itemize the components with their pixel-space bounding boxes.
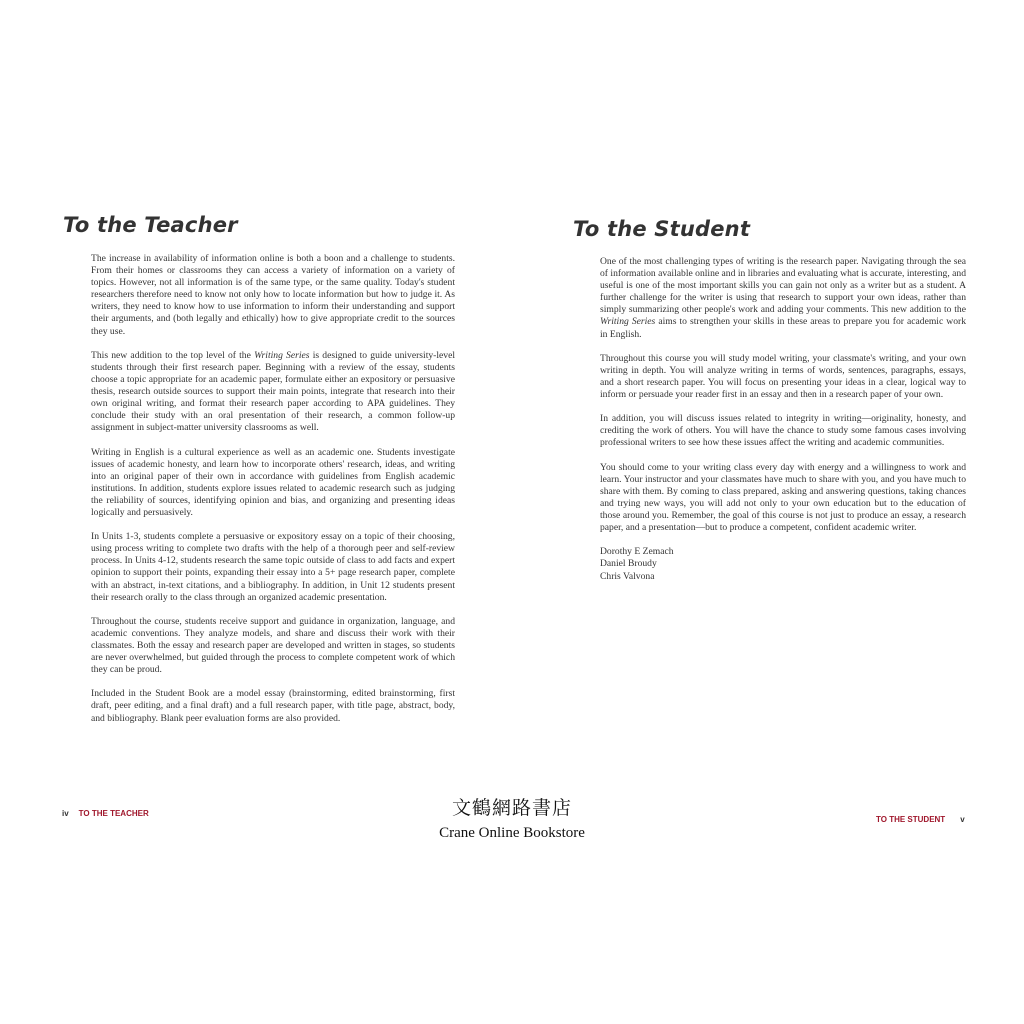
left-page-footer bbox=[62, 809, 149, 818]
teacher-paragraph-5: Throughout the course, students receive support and guidance in organization, language, and academic conventions. They analyze models, and share and discuss their work with their classmates. Both the essay and research paper are developed and written in stages, so students are never overwhelmed, but guided through the process to complete competent work of which they can be proud. bbox=[91, 615, 455, 676]
teacher-heading: To the Teacher bbox=[63, 213, 238, 237]
teacher-paragraph-3: Writing in English is a cultural experience as well as an academic one. Students investigate issues of academic honesty, and learn how to incorporate others' research, ideas, and writing into an original paper of their own in accordance with guidelines from English academic institutions. In addition, students explore issues related to academic research such as judging the reliability of sources, identifying opinion and bias, and organizing and presenting ideas logically and persuasively. bbox=[91, 446, 455, 518]
teacher-paragraph-2-end: is designed to guide university-level students through their first research paper. Beginning with a review of the essay, students choose a topic appropriate for an academic paper, formulate either an expository or persuasive thesis, research outside sources to support their main points, integrate that research into their own original writing, and format their research paper according to APA guidelines. They conclude their study with an oral presentation of their research, a common follow-up assignment in subject-matter university classrooms as well. bbox=[91, 349, 455, 434]
teacher-body bbox=[91, 253, 455, 737]
watermark-chinese: 文鶴網路書店 bbox=[451, 797, 572, 819]
teacher-paragraph-1: The increase in availability of information online is both a boon and a challenge to students. From their homes or classrooms they can access a variety of information on a variety of topics. However, not all information is of the same type, or the same quality. Today's student researchers therefore need to know not only how to locate information but how to judge it. As writers, they need to know how to use information to inform their understanding and support their arguments, and (both legally and ethically) how to give appropriate credit to the sources they use. bbox=[91, 253, 455, 337]
student-paragraph-1-end: aims to strengthen your skills in these areas to prepare you for academic work in English. bbox=[600, 316, 967, 340]
student-body bbox=[600, 256, 966, 583]
student-paragraph-4: You should come to your writing class every day with energy and a willingness to work and learn. Your instructor and your classmates have much to share with you, and you have much to share with them. By coming to class prepared, asking and answering questions, taking chances and trying new ways, you will add not only to your own education but to the education of those around you. Remember, the goal of this course is not just to produce an essay, a research paper, and a presentation—but to produce a competent, confident academic writer. bbox=[600, 461, 966, 534]
right-page-number: v bbox=[960, 815, 965, 824]
student-paragraph-3: In addition, you will discuss issues related to integrity in writing—originality, honesty, and crediting the work of others. You will have the chance to study some famous cases involving professional writers to see how these issues affect the writing and academic communities. bbox=[600, 413, 966, 449]
series-title: Writing Series bbox=[600, 316, 656, 328]
teacher-paragraph-2-start: This new addition to the top level of the bbox=[91, 349, 255, 361]
teacher-paragraph-6: Included in the Student Book are a model essay (brainstorming, edited brainstorming, first draft, peer editing, and a final draft) and a full research paper, with title page, abstract, body, and bibliography. Blank peer evaluation forms are also provided. bbox=[91, 688, 455, 724]
teacher-paragraph-2 bbox=[91, 350, 455, 435]
author-name: Dorothy E Zemach bbox=[600, 546, 674, 558]
author-name: Chris Valvona bbox=[600, 570, 655, 582]
author-name: Daniel Broudy bbox=[600, 558, 657, 570]
watermark-english: Crane Online Bookstore bbox=[439, 825, 585, 841]
bookstore-watermark bbox=[400, 796, 624, 843]
left-page-number: iv bbox=[62, 809, 69, 818]
student-paragraph-2: Throughout this course you will study model writing, your classmate's writing, and your own writing in depth. You will analyze writing in terms of words, sentences, paragraphs, essays, and a short research paper. You will focus on presenting your ideas in a clear, logical way to inform or persuade your reader first in an essay and then in a research paper of your own. bbox=[600, 352, 966, 401]
right-running-footer: TO THE STUDENT bbox=[876, 815, 946, 824]
right-page-footer bbox=[876, 815, 965, 824]
student-paragraph-1-start: One of the most challenging types of writing is the research paper. Navigating through the sea of information available online and in libraries and evaluating what is accurate, interesting, and useful is one of the most important skills you can gain not only as a writer but as a student. A further challenge for the writer is using that research to support your own ideas, rather than simply summarizing other people's work and adding your comments. This new addition to the bbox=[600, 256, 966, 316]
left-running-footer: TO THE TEACHER bbox=[78, 809, 149, 818]
student-heading: To the Student bbox=[573, 217, 751, 241]
student-paragraph-1 bbox=[600, 256, 966, 341]
teacher-paragraph-4: In Units 1-3, students complete a persuasive or expository essay on a topic of their choosing, using process writing to complete two drafts with the help of a thorough peer and self-review process. In Units 4-12, students research the same topic outside of class to add facts and expert opinion to support their points, expanding their essay into a 5+ page research paper, complete with an abstract, in-text citations, and a bibliography. In addition, in Unit 12 students present their research orally to the class through an organized academic presentation. bbox=[91, 531, 455, 603]
series-title: Writing Series bbox=[254, 349, 310, 361]
author-signatures bbox=[600, 546, 966, 583]
